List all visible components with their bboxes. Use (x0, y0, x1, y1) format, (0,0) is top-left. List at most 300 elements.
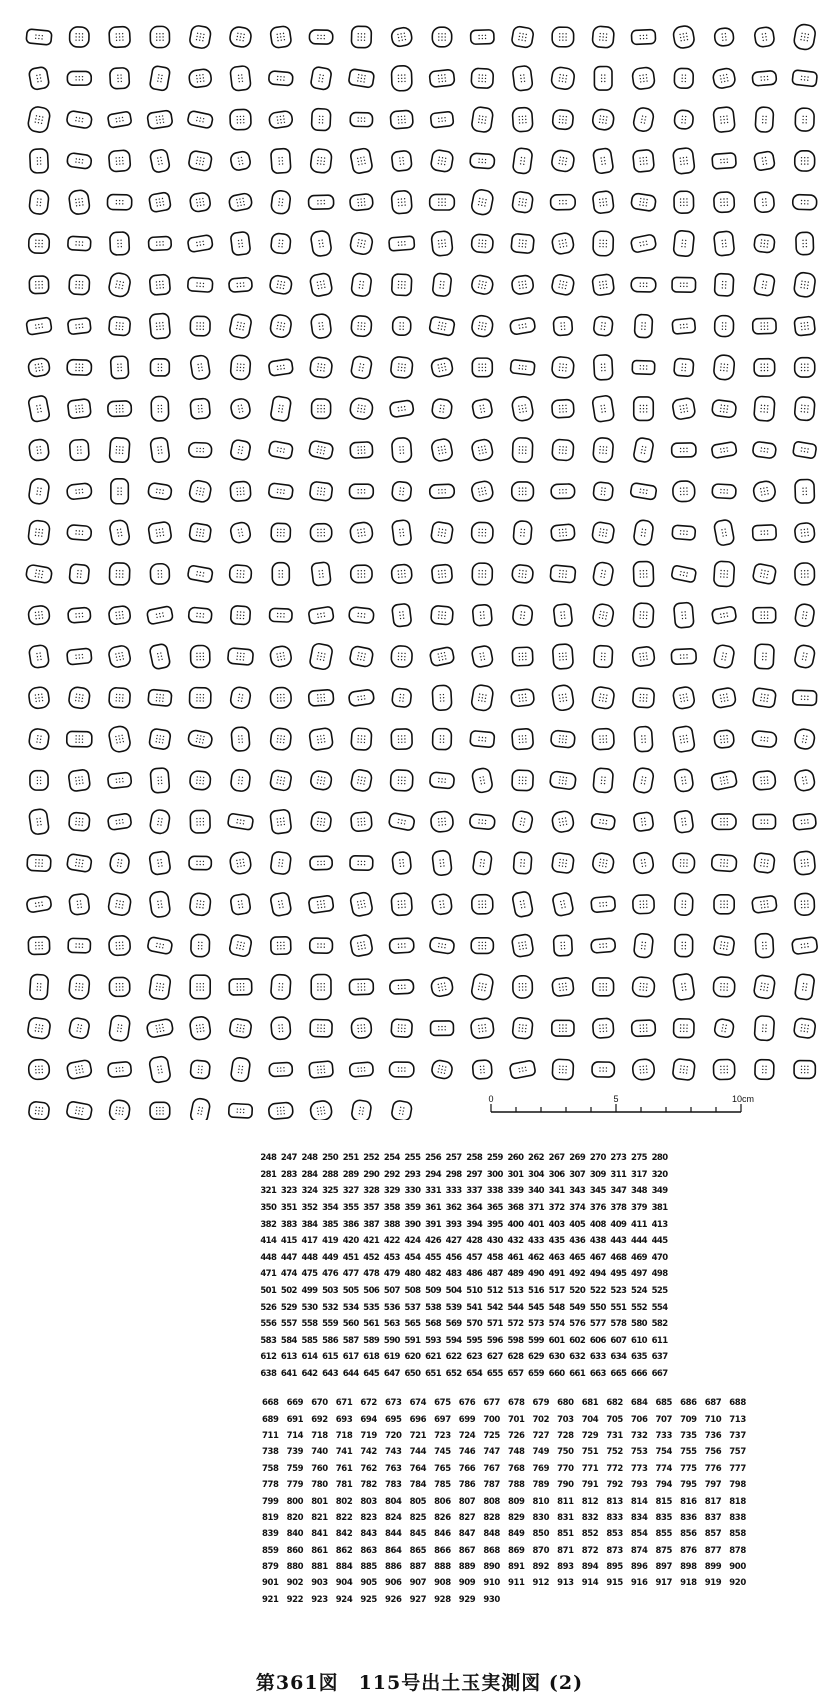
specimen-number: 349 (651, 1186, 668, 1197)
specimen-number: 424 (404, 1236, 421, 1247)
specimen-number: 780 (311, 1480, 328, 1491)
specimen-number: 727 (532, 1430, 550, 1441)
specimen-number: 492 (569, 1269, 586, 1280)
specimen-number: 830 (532, 1512, 550, 1523)
specimen-number: 755 (680, 1447, 697, 1458)
specimen-number: 923 (311, 1594, 328, 1605)
specimen-number: 718 (335, 1430, 353, 1441)
specimen-number: 878 (729, 1545, 746, 1556)
specimen-number: 629 (528, 1352, 544, 1363)
specimen-number: 752 (606, 1447, 623, 1458)
specimen-number: 455 (425, 1252, 442, 1263)
specimen-number: 586 (322, 1335, 339, 1346)
specimen-number: 782 (360, 1480, 377, 1491)
specimen-number: 808 (483, 1496, 500, 1507)
specimen-number: 839 (262, 1529, 279, 1540)
specimen-number: 849 (507, 1529, 525, 1540)
specimen-number: 350 (260, 1203, 277, 1214)
specimen-number: 390 (404, 1219, 421, 1230)
specimen-number: 589 (363, 1335, 380, 1346)
specimen-number: 475 (301, 1269, 318, 1280)
specimen-number: 557 (280, 1319, 297, 1330)
specimen-number: 554 (651, 1302, 668, 1313)
specimen-number: 687 (704, 1398, 722, 1409)
specimen-number: 304 (528, 1169, 544, 1180)
index-row (258, 1461, 746, 1477)
specimen-number: 569 (445, 1319, 462, 1330)
specimen-number: 602 (569, 1335, 586, 1346)
index-row (258, 1183, 678, 1200)
specimen-number: 661 (569, 1369, 586, 1380)
specimen-number: 764 (409, 1463, 427, 1474)
specimen-number: 506 (363, 1286, 380, 1297)
specimen-number: 736 (704, 1430, 722, 1441)
specimen-number: 300 (486, 1169, 503, 1180)
specimen-number: 339 (507, 1186, 524, 1197)
specimen-number: 677 (483, 1398, 500, 1409)
specimen-number: 921 (262, 1594, 279, 1605)
specimen-number: 293 (404, 1169, 421, 1180)
specimen-number: 408 (589, 1219, 606, 1230)
specimen-number: 454 (404, 1252, 421, 1263)
specimen-number: 793 (630, 1480, 648, 1491)
specimen-number: 880 (286, 1562, 304, 1573)
specimen-number: 483 (445, 1269, 462, 1280)
specimen-number: 845 (409, 1529, 427, 1540)
specimen-number: 729 (581, 1430, 599, 1441)
specimen-number: 330 (404, 1186, 421, 1197)
specimen-number: 288 (322, 1169, 339, 1180)
scale-label-0: 0 (488, 1094, 494, 1104)
specimen-number: 777 (729, 1463, 746, 1474)
specimen-number: 463 (548, 1252, 565, 1263)
specimen-number: 660 (548, 1369, 565, 1380)
specimen-number: 474 (280, 1269, 297, 1280)
specimen-number: 587 (342, 1335, 359, 1346)
specimen-number: 875 (655, 1545, 673, 1556)
specimen-number: 638 (260, 1369, 277, 1380)
specimen-number: 894 (581, 1562, 599, 1573)
specimen-number: 733 (655, 1430, 673, 1441)
specimen-number: 574 (548, 1319, 565, 1330)
specimen-number: 449 (322, 1252, 339, 1263)
specimen-number: 599 (528, 1335, 544, 1346)
specimen-number: 850 (532, 1529, 550, 1540)
specimen-number: 801 (311, 1496, 328, 1507)
specimen-number: 633 (589, 1352, 606, 1363)
specimen-number-index-2 (258, 1395, 746, 1608)
index-row (258, 1444, 746, 1460)
specimen-number: 573 (528, 1319, 544, 1330)
specimen-number: 815 (655, 1496, 673, 1507)
specimen-number: 786 (458, 1480, 476, 1491)
specimen-number: 871 (557, 1545, 574, 1556)
specimen-number: 908 (434, 1578, 451, 1589)
specimen-number: 918 (680, 1578, 697, 1589)
specimen-number: 885 (360, 1562, 377, 1573)
specimen-number: 414 (260, 1236, 277, 1247)
specimen-number: 822 (335, 1512, 353, 1523)
specimen-number: 676 (458, 1398, 476, 1409)
specimen-number: 745 (434, 1447, 451, 1458)
specimen-number: 541 (466, 1302, 483, 1313)
specimen-number: 374 (569, 1203, 586, 1214)
specimen-number: 781 (335, 1480, 353, 1491)
specimen-number: 668 (262, 1398, 279, 1409)
specimen-number: 804 (384, 1496, 402, 1507)
specimen-number: 704 (581, 1414, 599, 1425)
specimen-number: 524 (631, 1286, 647, 1297)
specimen-number: 858 (729, 1529, 746, 1540)
specimen-number: 919 (704, 1578, 722, 1589)
specimen-number: 403 (548, 1219, 565, 1230)
specimen-number: 582 (651, 1319, 668, 1330)
specimen-number: 888 (434, 1562, 451, 1573)
specimen-number: 259 (486, 1153, 503, 1164)
specimen-number: 494 (589, 1269, 606, 1280)
specimen-number: 634 (610, 1352, 627, 1363)
specimen-number: 420 (342, 1236, 359, 1247)
specimen-number: 711 (262, 1430, 279, 1441)
specimen-number: 584 (280, 1335, 297, 1346)
specimen-number: 797 (704, 1480, 722, 1491)
specimen-number: 835 (655, 1512, 673, 1523)
index-row (258, 1167, 678, 1184)
specimen-number: 838 (729, 1512, 746, 1523)
specimen-number: 766 (458, 1463, 476, 1474)
specimen-number: 663 (589, 1369, 606, 1380)
specimen-number: 703 (557, 1414, 574, 1425)
specimen-number: 457 (466, 1252, 483, 1263)
specimen-number: 379 (631, 1203, 647, 1214)
specimen-number: 556 (260, 1319, 277, 1330)
specimen-number: 904 (335, 1578, 353, 1589)
specimen-number: 513 (507, 1286, 524, 1297)
figure-caption: 第361図 115号出土玉実測図 (2) (255, 1672, 584, 1694)
specimen-number: 865 (409, 1545, 427, 1556)
specimen-number: 844 (384, 1529, 402, 1540)
specimen-number: 411 (631, 1219, 647, 1230)
specimen-number: 785 (434, 1480, 451, 1491)
specimen-number: 386 (342, 1219, 359, 1230)
specimen-number: 621 (425, 1352, 442, 1363)
specimen-number: 635 (631, 1352, 647, 1363)
specimen-number: 571 (486, 1319, 503, 1330)
specimen-number: 252 (363, 1153, 380, 1164)
specimen-number: 444 (631, 1236, 647, 1247)
specimen-number: 720 (384, 1430, 402, 1441)
index-row (258, 1366, 678, 1383)
specimen-number: 884 (335, 1562, 353, 1573)
specimen-number: 741 (335, 1447, 353, 1458)
specimen-number: 926 (384, 1594, 402, 1605)
specimen-number: 739 (286, 1447, 304, 1458)
specimen-number: 686 (680, 1398, 697, 1409)
specimen-number: 508 (404, 1286, 421, 1297)
specimen-number: 260 (507, 1153, 524, 1164)
specimen-number: 307 (569, 1169, 586, 1180)
specimen-number: 327 (342, 1186, 359, 1197)
specimen-number: 354 (322, 1203, 339, 1214)
specimen-number: 873 (606, 1545, 623, 1556)
specimen-number: 529 (280, 1302, 297, 1313)
specimen-number: 917 (655, 1578, 673, 1589)
specimen-number: 561 (363, 1319, 380, 1330)
specimen-number: 632 (569, 1352, 586, 1363)
index-row (258, 1493, 746, 1509)
specimen-number: 347 (610, 1186, 627, 1197)
specimen-number: 896 (630, 1562, 648, 1573)
specimen-number: 409 (610, 1219, 627, 1230)
specimen-number: 654 (466, 1369, 483, 1380)
specimen-number: 348 (631, 1186, 647, 1197)
index-row (258, 1283, 678, 1300)
specimen-number: 669 (286, 1398, 304, 1409)
specimen-number: 432 (507, 1236, 524, 1247)
specimen-number: 881 (311, 1562, 328, 1573)
specimen-number: 445 (651, 1236, 668, 1247)
specimen-number: 816 (680, 1496, 697, 1507)
specimen-number: 772 (606, 1463, 623, 1474)
specimen-number: 267 (548, 1153, 565, 1164)
specimen-number: 864 (384, 1545, 402, 1556)
specimen-number: 930 (483, 1594, 500, 1605)
specimen-number: 320 (651, 1169, 668, 1180)
specimen-number: 726 (507, 1430, 525, 1441)
specimen-number: 758 (262, 1463, 279, 1474)
specimen-number: 805 (409, 1496, 427, 1507)
specimen-number: 684 (630, 1398, 648, 1409)
specimen-number: 623 (466, 1352, 483, 1363)
specimen-number: 827 (458, 1512, 476, 1523)
specimen-number: 832 (581, 1512, 599, 1523)
index-row (258, 1150, 678, 1167)
specimen-number: 385 (322, 1219, 339, 1230)
specimen-number: 537 (404, 1302, 421, 1313)
specimen-number: 422 (383, 1236, 400, 1247)
specimen-number: 672 (360, 1398, 377, 1409)
specimen-number: 383 (280, 1219, 297, 1230)
specimen-number: 458 (486, 1252, 503, 1263)
specimen-number: 294 (425, 1169, 442, 1180)
scale-bar-ticks (491, 1104, 741, 1112)
specimen-number: 601 (548, 1335, 565, 1346)
specimen-number: 248 (260, 1153, 277, 1164)
specimen-number: 922 (286, 1594, 304, 1605)
specimen-number: 359 (404, 1203, 421, 1214)
scale-label-10: 10cm (731, 1094, 755, 1104)
specimen-number: 512 (486, 1286, 503, 1297)
specimen-number: 448 (260, 1252, 277, 1263)
index-row (258, 1250, 678, 1267)
specimen-number: 489 (507, 1269, 524, 1280)
specimen-number: 262 (528, 1153, 544, 1164)
specimen-number: 614 (301, 1352, 318, 1363)
specimen-number: 532 (322, 1302, 339, 1313)
specimen-number: 487 (486, 1269, 503, 1280)
specimen-number: 593 (425, 1335, 442, 1346)
specimen-number: 833 (606, 1512, 623, 1523)
specimen-number: 872 (581, 1545, 599, 1556)
specimen-number: 607 (610, 1335, 627, 1346)
specimen-number: 381 (651, 1203, 668, 1214)
specimen-number: 311 (610, 1169, 627, 1180)
specimen-number: 868 (483, 1545, 500, 1556)
specimen-number: 628 (507, 1352, 524, 1363)
specimen-number: 821 (311, 1512, 328, 1523)
specimen-number: 394 (466, 1219, 483, 1230)
specimen-number: 461 (507, 1252, 524, 1263)
specimen-number: 499 (301, 1286, 318, 1297)
specimen-number: 509 (425, 1286, 442, 1297)
index-row (258, 1316, 678, 1333)
specimen-number: 902 (286, 1578, 304, 1589)
specimen-number: 825 (409, 1512, 427, 1523)
specimen-number: 552 (631, 1302, 647, 1313)
specimen-number: 746 (458, 1447, 476, 1458)
index-row (258, 1299, 678, 1316)
specimen-number: 478 (363, 1269, 380, 1280)
specimen-number: 538 (425, 1302, 442, 1313)
specimen-number: 417 (301, 1236, 318, 1247)
specimen-number: 798 (729, 1480, 746, 1491)
specimen-number: 501 (260, 1286, 277, 1297)
specimen-number: 901 (262, 1578, 279, 1589)
specimen-number: 887 (409, 1562, 427, 1573)
specimen-number: 384 (301, 1219, 318, 1230)
specimen-number: 907 (409, 1578, 427, 1589)
specimen-number: 897 (655, 1562, 673, 1573)
specimen-number: 867 (458, 1545, 476, 1556)
specimen-number: 671 (335, 1398, 353, 1409)
specimen-number: 731 (606, 1430, 623, 1441)
specimen-number: 765 (434, 1463, 451, 1474)
specimen-number: 452 (363, 1252, 380, 1263)
specimen-number: 273 (610, 1153, 627, 1164)
specimen-number: 498 (651, 1269, 668, 1280)
specimen-number: 719 (360, 1430, 377, 1441)
specimen-number: 767 (483, 1463, 500, 1474)
specimen-number: 647 (383, 1369, 400, 1380)
specimen-number: 929 (458, 1594, 476, 1605)
specimen-number: 477 (342, 1269, 359, 1280)
specimen-number: 695 (384, 1414, 402, 1425)
specimen-number: 324 (301, 1186, 318, 1197)
specimen-number: 453 (383, 1252, 400, 1263)
specimen-number: 325 (322, 1186, 339, 1197)
specimen-number: 372 (548, 1203, 565, 1214)
specimen-number: 358 (383, 1203, 400, 1214)
specimen-number: 678 (507, 1398, 525, 1409)
specimen-number: 670 (311, 1398, 328, 1409)
specimen-number: 317 (631, 1169, 647, 1180)
specimen-number: 666 (631, 1369, 647, 1380)
specimen-number: 828 (483, 1512, 500, 1523)
specimen-number: 818 (729, 1496, 746, 1507)
specimen-number: 594 (445, 1335, 462, 1346)
specimen-number: 869 (507, 1545, 525, 1556)
specimen-number: 560 (342, 1319, 359, 1330)
specimen-number: 341 (548, 1186, 565, 1197)
specimen-number: 915 (606, 1578, 623, 1589)
specimen-number: 802 (335, 1496, 353, 1507)
specimen-number: 618 (363, 1352, 380, 1363)
specimen-number: 903 (311, 1578, 328, 1589)
specimen-number: 352 (301, 1203, 318, 1214)
specimen-number: 611 (651, 1335, 668, 1346)
specimen-number: 544 (507, 1302, 524, 1313)
specimen-number: 679 (532, 1398, 550, 1409)
specimen-number: 619 (383, 1352, 400, 1363)
specimen-number: 535 (363, 1302, 380, 1313)
specimen-number: 877 (704, 1545, 722, 1556)
specimen-number: 742 (360, 1447, 377, 1458)
specimen-number: 697 (434, 1414, 451, 1425)
specimen-number: 748 (507, 1447, 525, 1458)
specimen-number: 910 (483, 1578, 500, 1589)
specimen-number: 443 (610, 1236, 627, 1247)
specimen-number: 806 (434, 1496, 451, 1507)
specimen-number: 747 (483, 1447, 500, 1458)
specimen-number: 702 (532, 1414, 550, 1425)
specimen-number: 275 (631, 1153, 647, 1164)
specimen-number: 813 (606, 1496, 623, 1507)
specimen-number: 361 (425, 1203, 442, 1214)
specimen-number: 250 (322, 1153, 339, 1164)
specimen-number: 612 (260, 1352, 277, 1363)
specimen-number: 491 (548, 1269, 565, 1280)
index-row (258, 1477, 746, 1493)
specimen-number: 504 (445, 1286, 462, 1297)
specimen-number: 848 (483, 1529, 500, 1540)
specimen-number: 301 (507, 1169, 524, 1180)
specimen-number: 284 (301, 1169, 318, 1180)
specimen-number: 438 (589, 1236, 606, 1247)
specimen-number: 890 (483, 1562, 500, 1573)
index-row (258, 1395, 746, 1411)
specimen-number: 783 (384, 1480, 402, 1491)
specimen-number: 479 (383, 1269, 400, 1280)
specimen-number: 916 (630, 1578, 648, 1589)
specimen-number: 817 (704, 1496, 722, 1507)
specimen-number: 378 (610, 1203, 627, 1214)
specimen-number: 338 (486, 1186, 503, 1197)
specimen-number: 323 (280, 1186, 297, 1197)
specimen-number: 328 (363, 1186, 380, 1197)
specimen-number: 912 (532, 1578, 550, 1589)
specimen-number: 505 (342, 1286, 359, 1297)
specimen-number: 707 (655, 1414, 673, 1425)
index-row (258, 1575, 746, 1591)
specimen-number: 371 (528, 1203, 544, 1214)
specimen-number: 760 (311, 1463, 328, 1474)
specimen-number: 879 (262, 1562, 279, 1573)
specimen-number: 627 (486, 1352, 503, 1363)
specimen-number: 841 (311, 1529, 328, 1540)
specimen-number: 674 (409, 1398, 427, 1409)
specimen-number: 876 (680, 1545, 697, 1556)
specimen-number: 682 (606, 1398, 623, 1409)
specimen-number: 706 (630, 1414, 648, 1425)
specimen-number: 456 (445, 1252, 462, 1263)
specimen-number: 577 (589, 1319, 606, 1330)
specimen-number: 889 (458, 1562, 476, 1573)
specimen-number: 290 (363, 1169, 380, 1180)
specimen-number: 622 (445, 1352, 462, 1363)
specimen-number: 761 (335, 1463, 353, 1474)
index-row (258, 1200, 678, 1217)
specimen-number: 331 (425, 1186, 442, 1197)
